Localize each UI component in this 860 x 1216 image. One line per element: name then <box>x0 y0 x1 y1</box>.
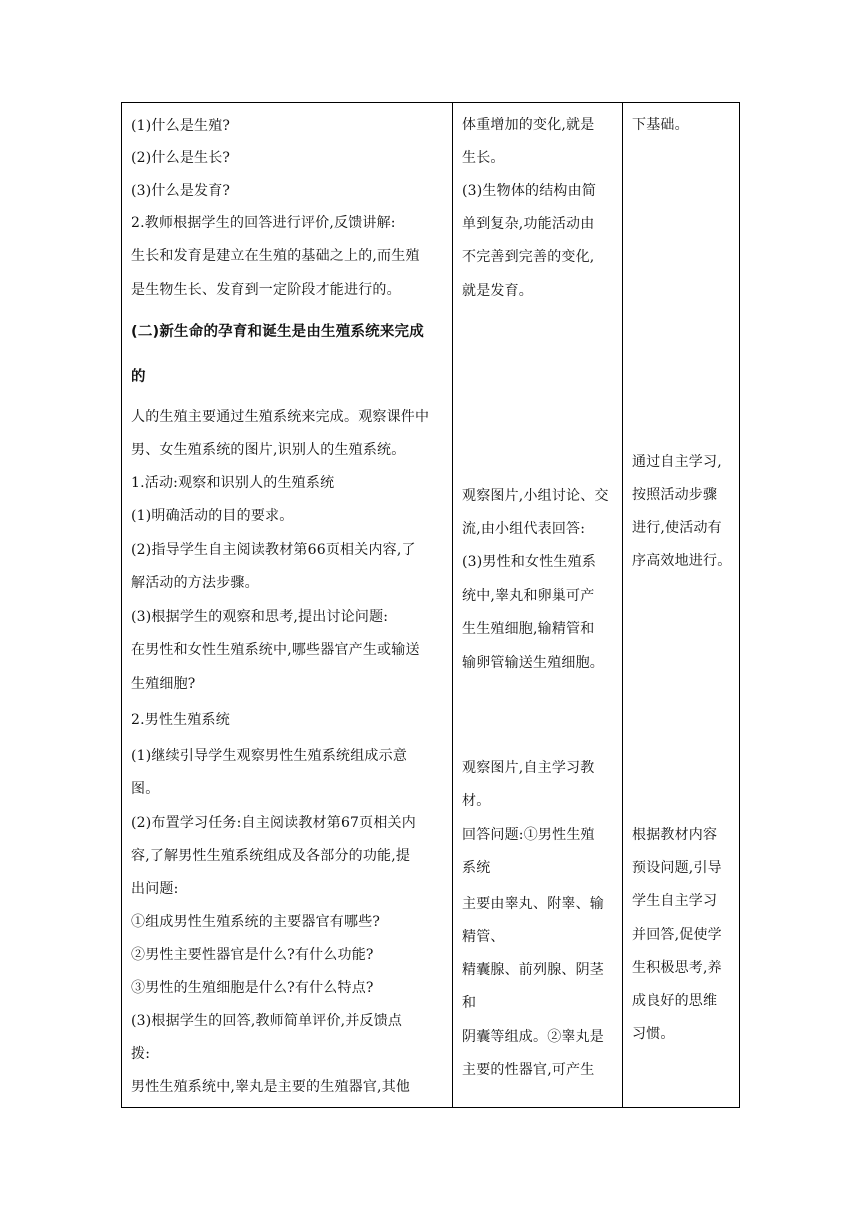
text-line: (3)男性和女性生殖系 <box>462 554 597 570</box>
text-line: 单到复杂,功能活动由 <box>462 216 595 232</box>
text-line: 和 <box>462 995 477 1011</box>
text-line: (2)指导学生自主阅读教材第66页相关内容,了 <box>131 542 416 558</box>
text-line: (3)什么是发育? <box>131 183 231 199</box>
text-line: 根据教材内容 <box>632 827 718 843</box>
student-activity-cell <box>453 103 623 1108</box>
text-line: 精管、 <box>462 929 505 945</box>
text-line: (3)根据学生的回答,教师简单评价,并反馈点 <box>131 1013 403 1029</box>
text-line: 2.教师根据学生的回答进行评价,反馈讲解: <box>131 215 396 231</box>
text-line: 男性生殖系统中,睾丸是主要的生殖器官,其他 <box>131 1079 411 1095</box>
design-intent-cell <box>623 103 740 1108</box>
text-line: 观察图片,小组讨论、交 <box>462 488 609 504</box>
text-line: 输卵管输送生殖细胞。 <box>462 655 604 671</box>
text-line: (1)继续引导学生观察男性生殖系统组成示意 <box>131 748 408 764</box>
text-line: 生殖细胞? <box>131 676 196 692</box>
text-line: 生长和发育是建立在生殖的基础之上的,而生殖 <box>131 248 420 264</box>
teacher-activity-cell <box>122 103 453 1108</box>
text-line: 出问题: <box>131 881 179 897</box>
text-line: 材。 <box>462 793 491 809</box>
text-line: 通过自主学习, <box>632 454 722 470</box>
text-line: (2)布置学习任务:自主阅读教材第67页相关内 <box>131 815 416 831</box>
text-line: 按照活动步骤 <box>632 487 718 503</box>
text-line: 阴囊等组成。②睾丸是 <box>462 1029 604 1045</box>
text-line: (1)明确活动的目的要求。 <box>131 508 294 524</box>
text-line: 习惯。 <box>632 1026 675 1042</box>
text-line: 系统 <box>462 860 491 876</box>
text-line: 统中,睾丸和卵巢可产 <box>462 588 595 604</box>
section-heading: (二)新生命的孕育和诞生是由生殖系统来完成 <box>131 324 424 340</box>
text-line: (1)什么是生殖? <box>131 118 231 134</box>
text-line: 解活动的方法步骤。 <box>131 575 259 591</box>
text-line: 男、女生殖系统的图片,识别人的生殖系统。 <box>131 442 406 458</box>
text-line: 成良好的思维 <box>632 993 718 1009</box>
text-line: 生积极思考,养 <box>632 960 722 976</box>
section-heading: 的 <box>131 369 146 385</box>
text-line: 图。 <box>131 781 160 797</box>
text-line: 是生物生长、发育到一定阶段才能进行的。 <box>131 282 401 298</box>
text-line: 并回答,促使学 <box>632 927 722 943</box>
text-line: 拨: <box>131 1046 151 1062</box>
text-line: 学生自主学习 <box>632 893 718 909</box>
text-line: 生长。 <box>462 150 505 166</box>
text-line: 流,由小组代表回答: <box>462 521 586 537</box>
text-line: 2.男性生殖系统 <box>131 712 230 728</box>
text-line: 下基础。 <box>632 117 689 133</box>
text-line: 容,了解男性生殖系统组成及各部分的功能,提 <box>131 848 411 864</box>
text-line: 生生殖细胞,输精管和 <box>462 621 595 637</box>
text-line: 观察图片,自主学习教 <box>462 760 595 776</box>
text-line: 在男性和女性生殖系统中,哪些器官产生或输送 <box>131 642 420 658</box>
lesson-plan-table <box>121 102 740 1108</box>
text-line: 序高效地进行。 <box>632 553 732 569</box>
text-line: ①组成男性生殖系统的主要器官有哪些? <box>131 914 381 930</box>
text-line: 主要由睾丸、附睾、输 <box>462 896 604 912</box>
text-line: 进行,使活动有 <box>632 520 722 536</box>
text-line: 1.活动:观察和识别人的生殖系统 <box>131 475 335 491</box>
text-line: 精囊腺、前列腺、阴茎 <box>462 962 604 978</box>
text-line: 预设问题,引导 <box>632 860 722 876</box>
table-row <box>122 103 740 1108</box>
text-line: ③男性的生殖细胞是什么?有什么特点? <box>131 980 374 996</box>
text-line: 人的生殖主要通过生殖系统来完成。观察课件中 <box>131 409 430 425</box>
text-line: (3)生物体的结构由简 <box>462 183 597 199</box>
text-line: 不完善到完善的变化, <box>462 249 595 265</box>
text-line: ②男性主要性器官是什么?有什么功能? <box>131 947 374 963</box>
text-line: (3)根据学生的观察和思考,提出讨论问题: <box>131 609 389 625</box>
text-line: 回答问题:①男性生殖 <box>462 827 595 843</box>
text-line: 主要的性器官,可产生 <box>462 1062 595 1078</box>
text-line: 体重增加的变化,就是 <box>462 117 595 133</box>
text-line: (2)什么是生长? <box>131 150 231 166</box>
text-line: 就是发育。 <box>462 283 533 299</box>
